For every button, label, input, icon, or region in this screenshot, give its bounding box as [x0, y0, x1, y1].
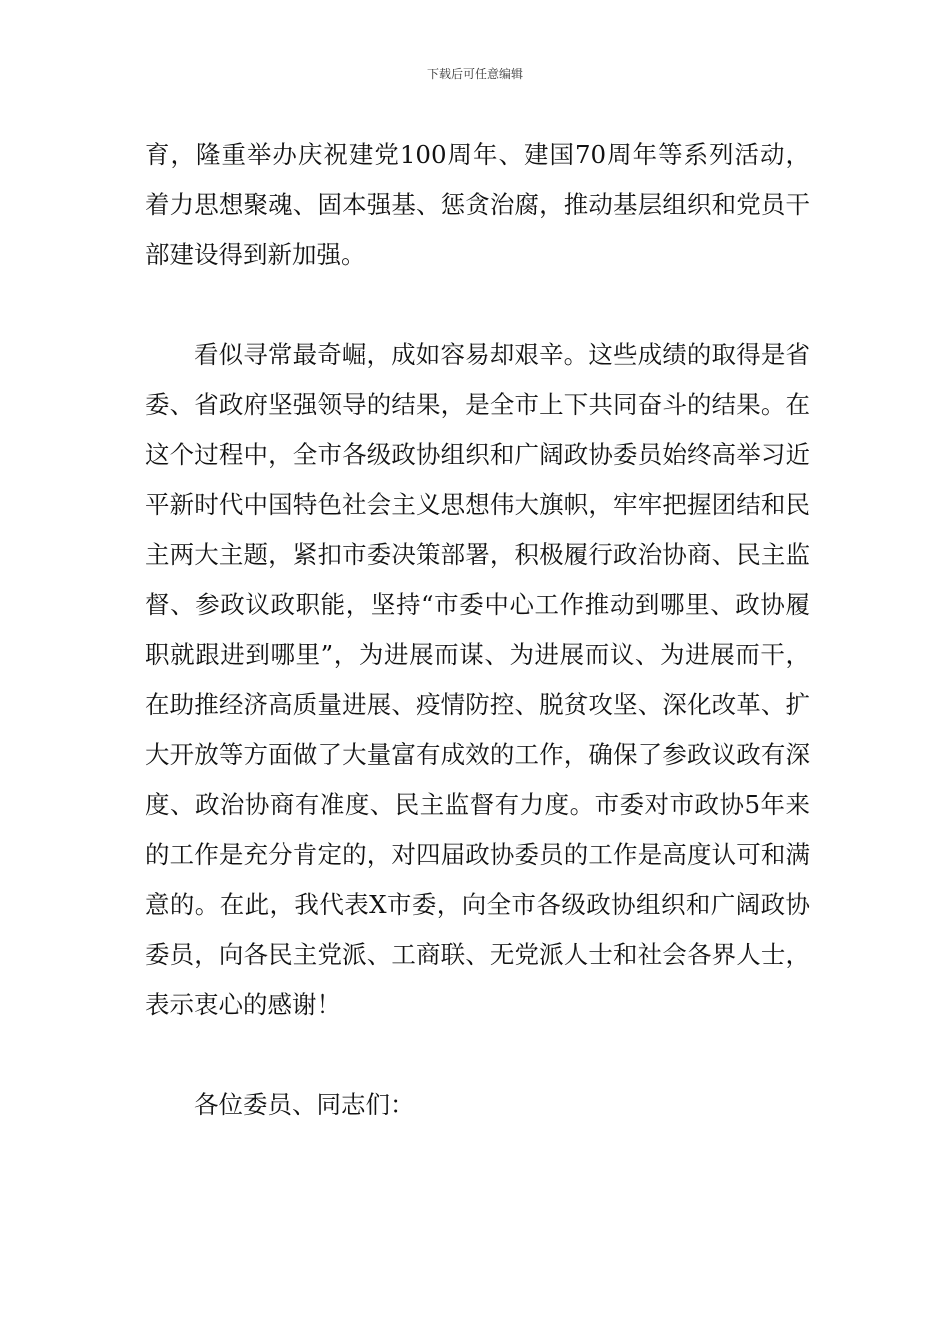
- paragraph-salutation: 各位委员、同志们：: [194, 1090, 415, 1119]
- document-body: [145, 130, 810, 1130]
- paragraph-achievements: 看似寻常最奇崛，成如容易却艰辛。这些成绩的取得是省委、省政府坚强领导的结果，是全市上下共同奋斗的结果。在这个过程中，全市各级政协组织和广阔政协委员始终高举习近平新时代中国特色社会主义思想伟大旗帜，牢牢把握团结和民主两大主题，紧扣市委决策部署，积极履行政治协商、民主监督、参政议政职能，坚持“市委中心工作推动到哪里、政协履职就跟进到哪里”，为进展而谋、为进展而议、为进展而干，在助推经济高质量进展、疫情防控、脱贫攻坚、深化改革、扩大开放等方面做了大量富有成效的工作，确保了参政议政有深度、政治协商有准度、民主监督有力度。市委对市政协5年来的工作是充分肯定的，对四届政协委员的工作是高度认可和满意的。在此，我代表X市委，向全市各级政协组织和广阔政协委员，向各民主党派、工商联、无党派人士和社会各界人士，表示衷心的感谢！: [145, 340, 810, 1019]
- page-header: 下载后可任意编辑: [426, 67, 523, 81]
- paragraph-continuation: 育，隆重举办庆祝建党100周年、建国70周年等系列活动，着力思想聚魂、固本强基、惩贪治腐，推动基层组织和党员干部建设得到新加强。: [145, 140, 810, 269]
